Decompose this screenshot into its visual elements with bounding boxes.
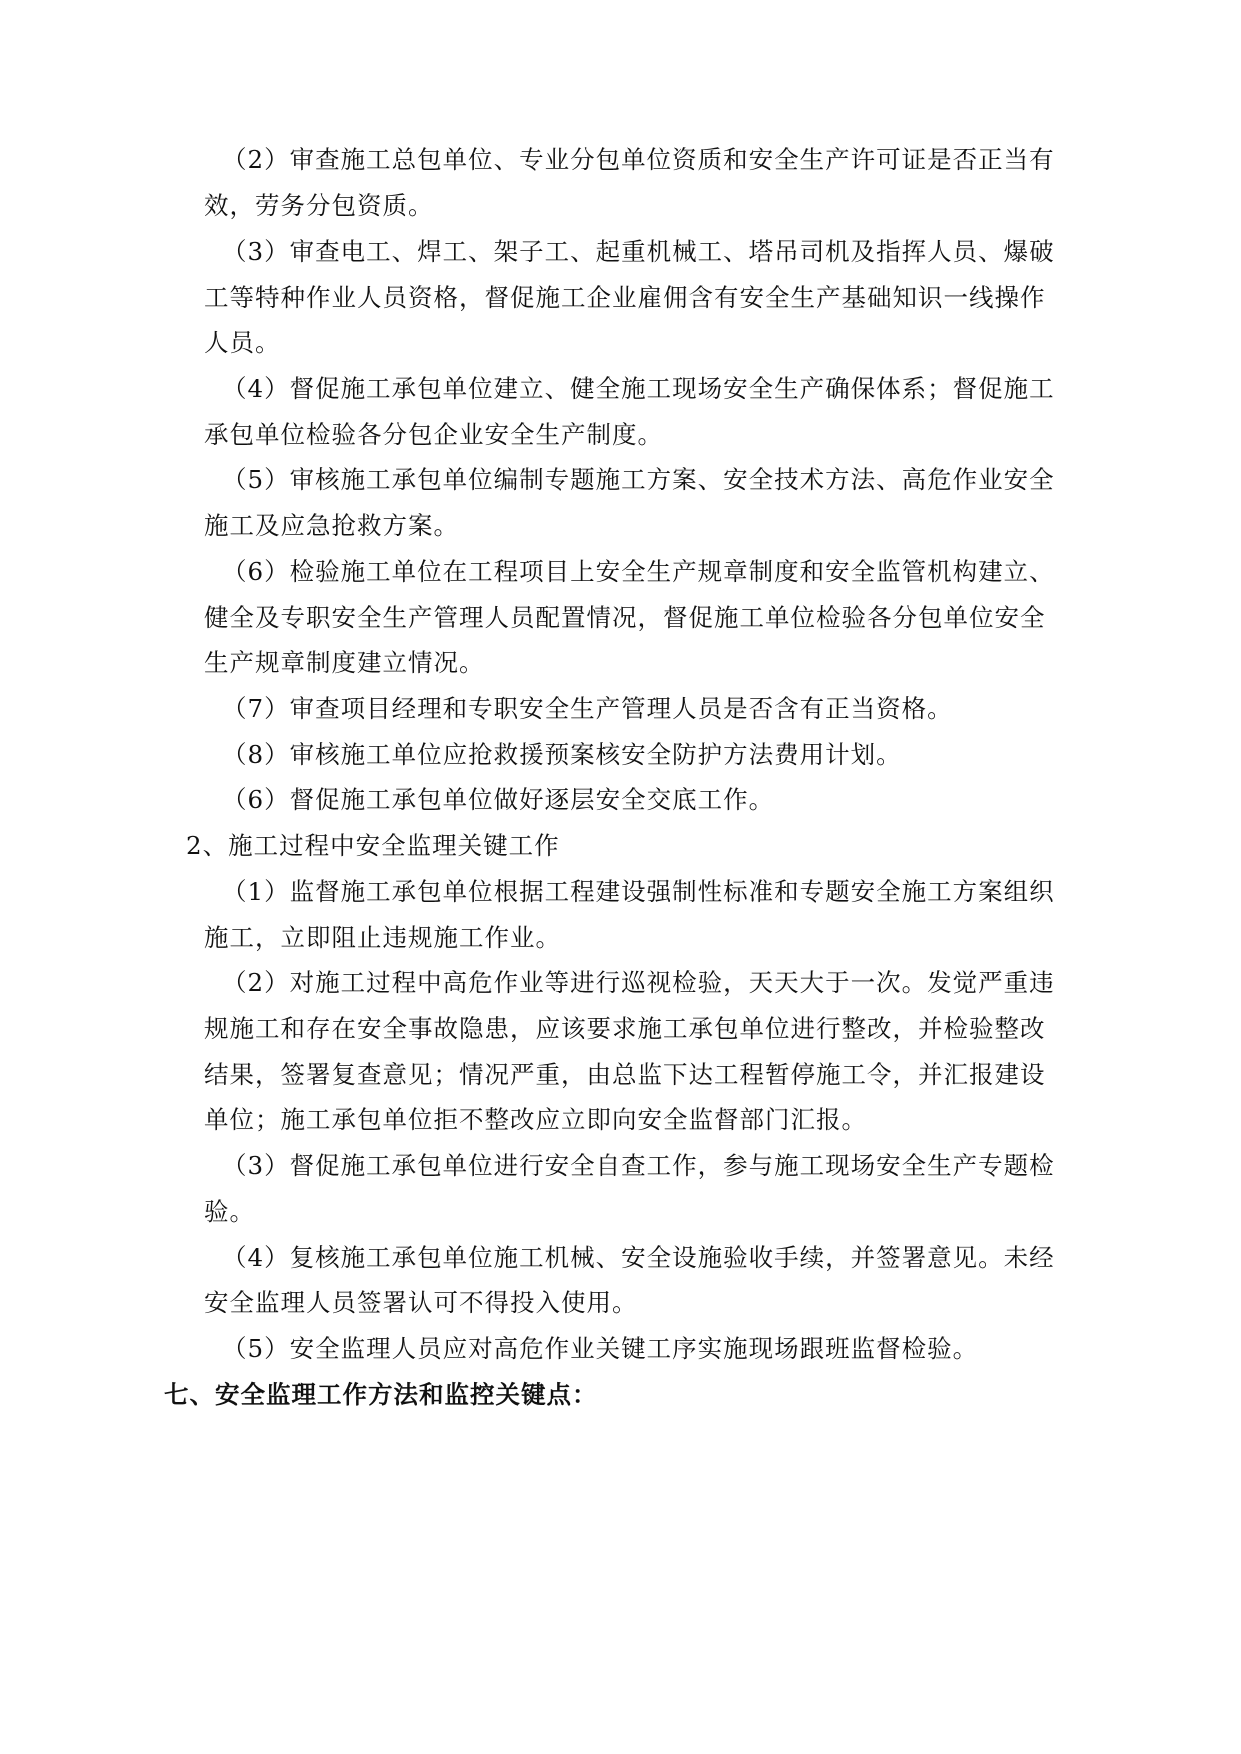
paragraph-line: （6）检验施工单位在工程项目上安全生产规章制度和安全监管机构建立、	[222, 557, 1055, 586]
paragraph-line: （4）复核施工承包单位施工机械、安全设施验收手续，并签署意见。未经	[222, 1243, 1055, 1272]
section-heading: 七、安全监理工作方法和监控关键点：	[164, 1380, 598, 1409]
paragraph-line: 结果，签署复查意见；情况严重，由总监下达工程暂停施工令，并汇报建设	[204, 1060, 1046, 1089]
subsection-heading: 2、施工过程中安全监理关键工作	[186, 831, 560, 860]
paragraph-line: 单位；施工承包单位拒不整改应立即向安全监督部门汇报。	[204, 1105, 867, 1134]
paragraph-line: （6）督促施工承包单位做好逐层安全交底工作。	[222, 785, 775, 814]
paragraph-line: （8）审核施工单位应抢救援预案核安全防护方法费用计划。	[222, 740, 902, 769]
paragraph-line: （1）监督施工承包单位根据工程建设强制性标准和专题安全施工方案组织	[222, 877, 1055, 906]
paragraph-line: 承包单位检验各分包企业安全生产制度。	[204, 420, 663, 449]
paragraph-line: 规施工和存在安全事故隐患，应该要求施工承包单位进行整改，并检验整改	[204, 1014, 1046, 1043]
paragraph-line: （2）对施工过程中高危作业等进行巡视检验，天天大于一次。发觉严重违	[222, 968, 1055, 997]
paragraph-line: 生产规章制度建立情况。	[204, 648, 485, 677]
paragraph-line: （4）督促施工承包单位建立、健全施工现场安全生产确保体系；督促施工	[222, 374, 1055, 403]
paragraph-line: 健全及专职安全生产管理人员配置情况，督促施工单位检验各分包单位安全	[204, 603, 1046, 632]
paragraph-line: （3）督促施工承包单位进行安全自查工作，参与施工现场安全生产专题检	[222, 1151, 1055, 1180]
paragraph-line: 安全监理人员签署认可不得投入使用。	[204, 1288, 638, 1317]
paragraph-line: 人员。	[204, 328, 281, 357]
paragraph-line: （5）审核施工承包单位编制专题施工方案、安全技术方法、高危作业安全	[222, 465, 1055, 494]
paragraph-line: （2）审查施工总包单位、专业分包单位资质和安全生产许可证是否正当有	[222, 145, 1055, 174]
paragraph-line: 工等特种作业人员资格，督促施工企业雇佣含有安全生产基础知识一线操作	[204, 283, 1046, 312]
paragraph-line: 验。	[204, 1197, 255, 1226]
paragraph-line: 施工，立即阻止违规施工作业。	[204, 923, 561, 952]
paragraph-line: 施工及应急抢救方案。	[204, 511, 459, 540]
paragraph-line: （7）审查项目经理和专职安全生产管理人员是否含有正当资格。	[222, 694, 953, 723]
paragraph-line: （3）审查电工、焊工、架子工、起重机械工、塔吊司机及指挥人员、爆破	[222, 237, 1055, 266]
paragraph-line: （5）安全监理人员应对高危作业关键工序实施现场跟班监督检验。	[222, 1334, 979, 1363]
paragraph-line: 效，劳务分包资质。	[204, 191, 434, 220]
